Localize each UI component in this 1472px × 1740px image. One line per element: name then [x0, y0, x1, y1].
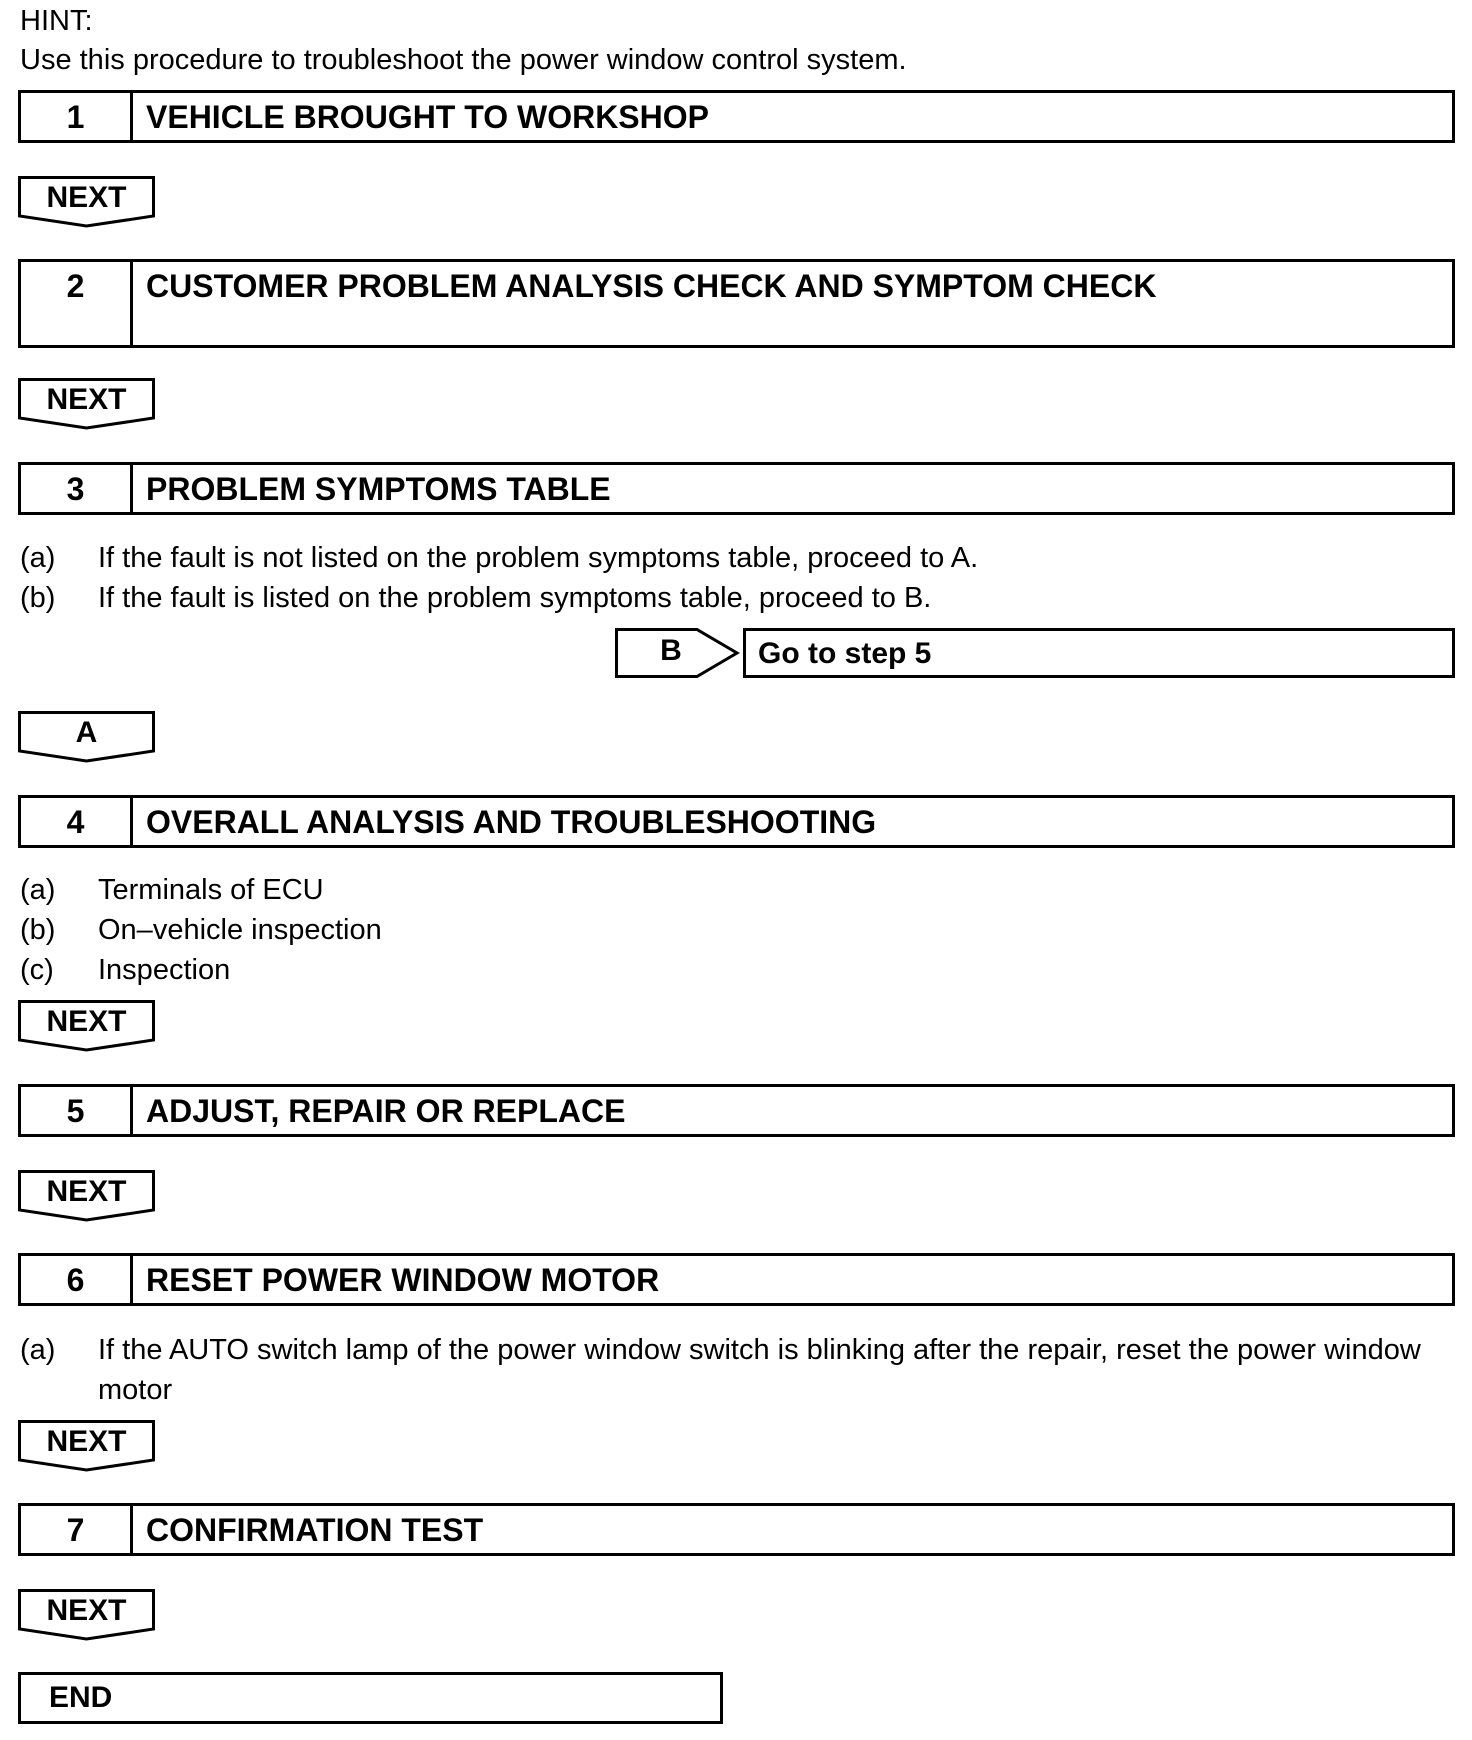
item-label: (a) [20, 874, 56, 906]
branch-b [615, 628, 1455, 680]
step-title: VEHICLE BROUGHT TO WORKSHOP [146, 99, 709, 135]
next-tag [18, 378, 155, 430]
item-label: (c) [20, 954, 54, 986]
step-number: 5 [21, 1087, 133, 1134]
item-text: On–vehicle inspection [98, 914, 382, 946]
step-3-box [18, 462, 1455, 515]
branch-target: Go to step 5 [743, 628, 1455, 678]
step-number: 1 [21, 93, 133, 140]
step-number: 3 [21, 465, 133, 512]
step-4-box [18, 795, 1455, 848]
item-label: (b) [20, 582, 56, 614]
item-text: If the AUTO switch lamp of the power window switch is blinking after the repair, reset the power window motor [98, 1334, 1421, 1406]
next-label: NEXT [46, 1425, 127, 1458]
a-tag [18, 711, 155, 763]
branch-label: B [660, 634, 682, 667]
hint-label: HINT: [20, 5, 93, 37]
step-title: ADJUST, REPAIR OR REPLACE [146, 1093, 626, 1129]
step-title: CUSTOMER PROBLEM ANALYSIS CHECK AND SYMPTOM CHECK [146, 268, 1157, 304]
step-title: CONFIRMATION TEST [146, 1512, 484, 1548]
item-label: (b) [20, 914, 56, 946]
item-text: If the fault is not listed on the problem symptoms table, proceed to A. [98, 542, 979, 574]
next-label: NEXT [46, 383, 127, 416]
next-label: NEXT [46, 1594, 127, 1627]
next-label: NEXT [46, 181, 127, 214]
next-tag [18, 1170, 155, 1222]
a-label: A [75, 716, 98, 749]
item-text: Terminals of ECU [98, 874, 324, 906]
step-title: RESET POWER WINDOW MOTOR [146, 1262, 660, 1298]
intro-text: Use this procedure to troubleshoot the power window control system. [20, 44, 907, 76]
item-text: Inspection [98, 954, 231, 986]
step-title: OVERALL ANALYSIS AND TROUBLESHOOTING [146, 804, 877, 840]
step-number: 6 [21, 1256, 133, 1303]
next-tag [18, 1000, 155, 1052]
step-7-box [18, 1503, 1455, 1556]
step-6-box [18, 1253, 1455, 1306]
step-5-box [18, 1084, 1455, 1137]
next-tag [18, 176, 155, 228]
step-title: PROBLEM SYMPTOMS TABLE [146, 471, 611, 507]
item-label: (a) [20, 542, 56, 574]
step-number: 4 [21, 798, 133, 845]
item-label: (a) [20, 1334, 56, 1366]
next-label: NEXT [46, 1005, 127, 1038]
next-tag [18, 1420, 155, 1472]
end-box: END [18, 1672, 723, 1724]
step-2-box [18, 259, 1455, 348]
item-text: If the fault is listed on the problem symptoms table, proceed to B. [98, 582, 932, 614]
step-number: 7 [21, 1506, 133, 1553]
step-1-box [18, 90, 1455, 143]
next-tag [18, 1589, 155, 1641]
next-label: NEXT [46, 1175, 127, 1208]
step-number: 2 [21, 262, 133, 345]
